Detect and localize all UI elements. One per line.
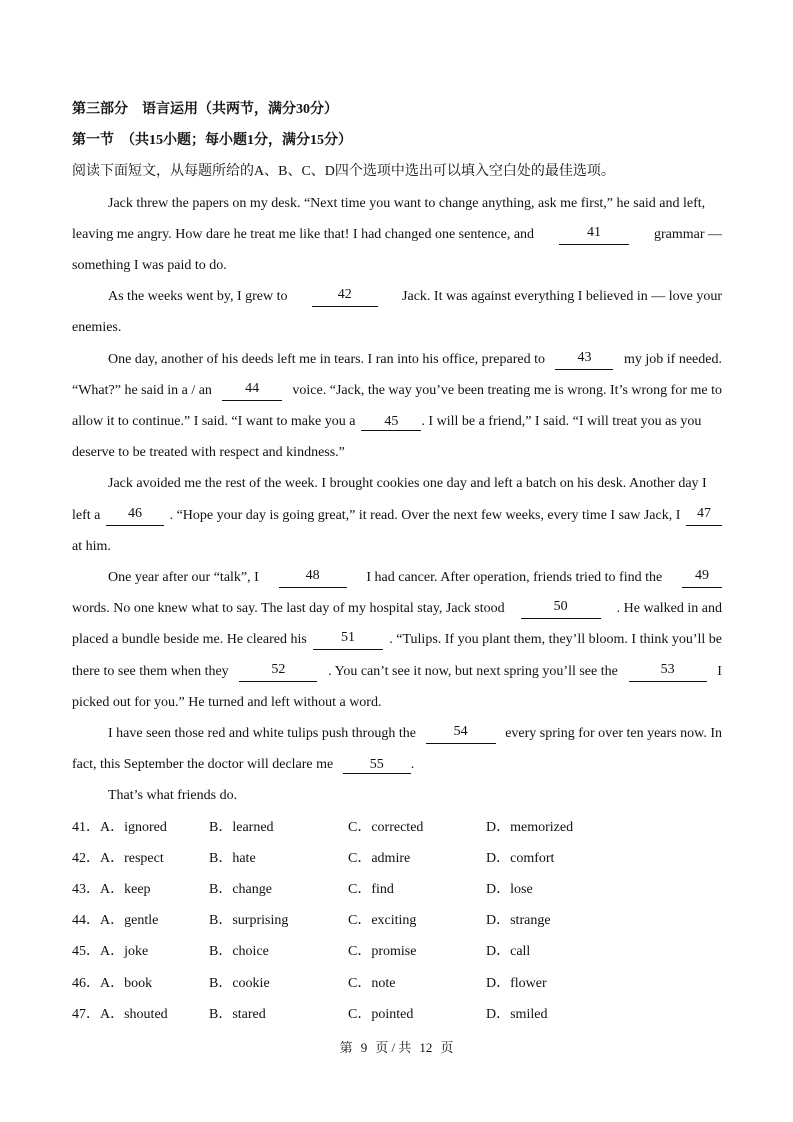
page-footer: 第 9 页 / 共 12 页: [339, 1040, 454, 1055]
option-c: C．corrected: [348, 820, 424, 835]
blank-41: 41: [559, 225, 629, 245]
option-d: D．call: [486, 944, 531, 959]
passage-line: deserve to be treated with respect and kindness.”: [72, 445, 345, 460]
option-d: D．strange: [486, 913, 551, 928]
instruction: 阅读下面短文，从每题所给的A、B、C、D四个选项中选出可以填入空白处的最佳选项。: [72, 164, 615, 179]
question-number: 44．: [72, 913, 100, 928]
option-a: A．keep: [100, 882, 151, 897]
passage-line: fact, this September the doctor will declare me 55 .: [72, 757, 415, 772]
passage-line: That’s what friends do.: [108, 788, 238, 803]
blank-49: 49: [682, 568, 722, 588]
blank-52: 52: [239, 662, 317, 682]
option-d: D．smiled: [486, 1007, 548, 1022]
blank-53: 53: [629, 662, 707, 682]
section-title: 第三部分 语言运用（共两节，满分30分）: [72, 102, 338, 117]
passage-line: at him.: [72, 539, 111, 554]
passage-line: Jack avoided me the rest of the week. I brought cookies one day and left a batch on his desk. Another day I: [108, 476, 707, 491]
blank-46: 46: [106, 506, 164, 526]
option-d: D．flower: [486, 976, 547, 991]
blank-45: 45: [361, 414, 421, 431]
question-number: 46．: [72, 976, 100, 991]
option-d: D．lose: [486, 882, 533, 897]
option-b: B．surprising: [209, 913, 289, 928]
page-total: 12: [419, 1040, 433, 1055]
option-b: B．hate: [209, 851, 256, 866]
passage-line: allow it to continue.” I said. “I want to make you a 45 . I will be a friend,” I said. “I will treat you as you: [72, 414, 702, 429]
passage-line: picked out for you.” He turned and left without a word.: [72, 695, 382, 710]
option-a: A．shouted: [100, 1007, 168, 1022]
option-c: C．admire: [348, 851, 411, 866]
passage-line: One day, another of his deeds left me in tears. I ran into his office, prepared to 43 my job if needed.: [108, 350, 722, 370]
question-number: 42．: [72, 851, 100, 866]
option-b: B．cookie: [209, 976, 270, 991]
option-a: A．gentle: [100, 913, 159, 928]
option-a: A．respect: [100, 851, 164, 866]
passage-line: One year after our “talk”, I 48 I had cancer. After operation, friends tried to find the 49: [108, 568, 722, 588]
passage-line: As the weeks went by, I grew to 42 Jack. It was against everything I believed in — love your: [108, 287, 722, 307]
passage-line: I have seen those red and white tulips push through the 54 every spring for over ten years now. In: [108, 724, 722, 744]
passage-line: something I was paid to do.: [72, 258, 227, 273]
option-b: B．stared: [209, 1007, 266, 1022]
question-number: 45．: [72, 944, 100, 959]
option-b: B．learned: [209, 820, 274, 835]
blank-51: 51: [313, 630, 383, 650]
option-a: A．book: [100, 976, 153, 991]
passage-line: “What?” he said in a / an 44 voice. “Jack, the way you’ve been treating me is wrong. It’s wrong for me to: [72, 381, 722, 401]
passage-line: enemies.: [72, 320, 122, 335]
blank-48: 48: [279, 568, 347, 588]
option-d: D．memorized: [486, 820, 574, 835]
passage-line: leaving me angry. How dare he treat me like that! I had changed one sentence, and 41 grammar —: [72, 225, 722, 245]
blank-50: 50: [521, 599, 601, 619]
blank-54: 54: [426, 724, 496, 744]
option-c: C．note: [348, 976, 396, 991]
option-b: B．choice: [209, 944, 269, 959]
blank-42: 42: [312, 287, 378, 307]
question-number: 41．: [72, 820, 100, 835]
option-a: A．ignored: [100, 820, 167, 835]
passage-line: words. No one knew what to say. The last day of my hospital stay, Jack stood 50 . He walked in and: [72, 599, 722, 619]
option-d: D．comfort: [486, 851, 555, 866]
blank-47: 47: [686, 506, 722, 526]
option-c: C．pointed: [348, 1007, 414, 1022]
section-subtitle: 第一节 （共15小题；每小题1分，满分15分）: [72, 133, 352, 148]
option-c: C．promise: [348, 944, 417, 959]
passage-line: placed a bundle beside me. He cleared his 51 . “Tulips. If you plant them, they’ll bloom. I think you’ll be: [72, 630, 722, 650]
page-number: 9: [360, 1040, 368, 1055]
option-b: B．change: [209, 882, 272, 897]
passage-line: left a 46 . “Hope your day is going great,” it read. Over the next few weeks, every time I saw Jack, I 47: [72, 506, 722, 526]
passage-line: Jack threw the papers on my desk. “Next time you want to change anything, ask me first,” he said and left,: [108, 196, 706, 211]
blank-43: 43: [555, 350, 613, 370]
blank-44: 44: [222, 381, 282, 401]
passage-line: there to see them when they 52 . You can’t see it now, but next spring you’ll see the 53 I: [72, 662, 722, 682]
blank-55: 55: [343, 757, 411, 774]
question-number: 43．: [72, 882, 100, 897]
option-c: C．find: [348, 882, 394, 897]
question-number: 47．: [72, 1007, 100, 1022]
option-a: A．joke: [100, 944, 149, 959]
option-c: C．exciting: [348, 913, 417, 928]
